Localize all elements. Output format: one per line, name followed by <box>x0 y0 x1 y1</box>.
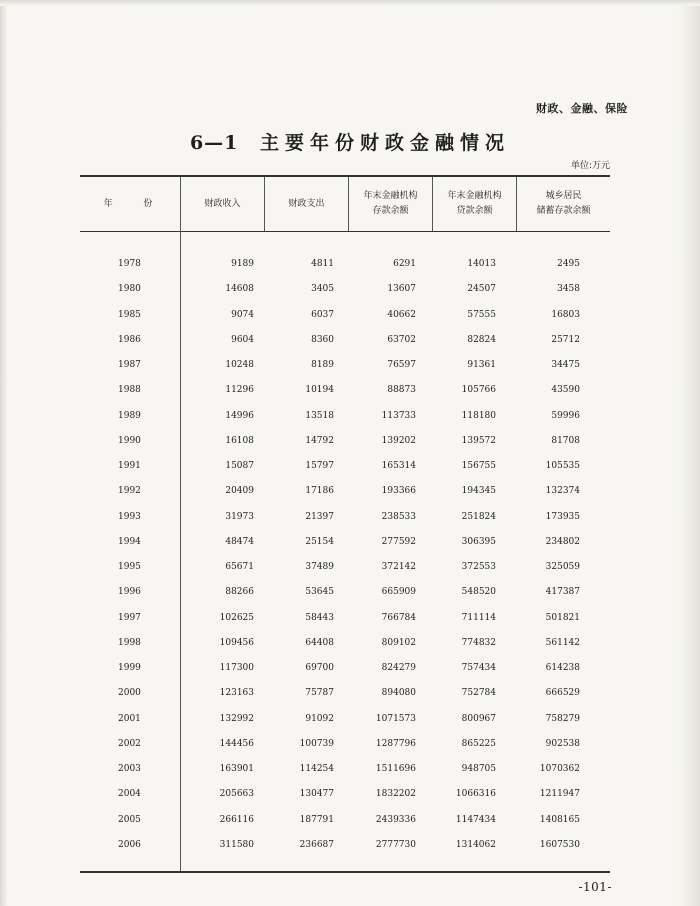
cell-year: 1989 <box>118 411 141 421</box>
cell-year: 1993 <box>118 512 141 522</box>
cell-revenue: 65671 <box>225 562 254 572</box>
cell-year: 1990 <box>118 436 141 446</box>
cell-loans: 1147434 <box>455 815 496 825</box>
cell-savings: 758279 <box>545 714 580 724</box>
cell-expenditure: 236687 <box>299 840 334 850</box>
cell-savings: 1070362 <box>539 764 580 774</box>
cell-deposits: 766784 <box>381 613 416 623</box>
header-savings-line-1: 城乡居民 <box>545 191 582 201</box>
cell-year: 1986 <box>118 335 141 345</box>
header-loan-line-1: 年末金融机构 <box>447 191 502 201</box>
cell-loans: 82824 <box>467 335 496 345</box>
cell-year: 1985 <box>118 310 141 320</box>
cell-revenue: 311580 <box>219 840 254 850</box>
cell-loans: 118180 <box>461 411 496 421</box>
table-title-text: 主要年份财政金融情况 <box>260 132 511 154</box>
cell-expenditure: 21397 <box>305 512 334 522</box>
cell-year: 2004 <box>118 789 141 799</box>
cell-loans: 156755 <box>461 461 496 471</box>
cell-loans: 711114 <box>461 613 496 623</box>
cell-savings: 1408165 <box>539 815 580 825</box>
cell-loans: 14013 <box>467 259 496 269</box>
unit-label: 单位:万元 <box>570 161 610 171</box>
cell-year: 2000 <box>118 688 141 698</box>
cell-expenditure: 130477 <box>299 789 334 799</box>
cell-expenditure: 10194 <box>305 385 334 395</box>
cell-loans: 757434 <box>461 663 496 673</box>
cell-deposits: 894080 <box>381 688 416 698</box>
cell-expenditure: 100739 <box>299 739 334 749</box>
cell-revenue: 10248 <box>225 360 254 370</box>
cell-deposits: 113733 <box>381 411 416 421</box>
cell-savings: 666529 <box>545 688 580 698</box>
cell-deposits: 63702 <box>387 335 416 345</box>
cell-savings: 16803 <box>551 310 580 320</box>
cell-deposits: 88873 <box>387 385 416 395</box>
cell-year: 2006 <box>118 840 141 850</box>
cell-expenditure: 8189 <box>311 360 334 370</box>
cell-revenue: 117300 <box>219 663 254 673</box>
cell-savings: 234802 <box>545 537 580 547</box>
cell-year: 1994 <box>118 537 141 547</box>
cell-loans: 774832 <box>461 638 496 648</box>
cell-deposits: 40662 <box>387 310 416 320</box>
cell-expenditure: 64408 <box>305 638 334 648</box>
cell-savings: 614238 <box>545 663 580 673</box>
cell-year: 2003 <box>118 764 141 774</box>
cell-loans: 139572 <box>461 436 496 446</box>
cell-savings: 43590 <box>551 385 580 395</box>
cell-loans: 91361 <box>467 360 496 370</box>
cell-loans: 800967 <box>461 714 496 724</box>
cell-revenue: 205663 <box>219 789 254 799</box>
cell-loans: 105766 <box>461 385 496 395</box>
cell-deposits: 1071573 <box>375 714 416 724</box>
cell-savings: 59996 <box>551 411 580 421</box>
cell-deposits: 76597 <box>387 360 416 370</box>
cell-expenditure: 75787 <box>305 688 334 698</box>
cell-revenue: 11296 <box>225 385 254 395</box>
cell-year: 1987 <box>118 360 141 370</box>
cell-deposits: 824279 <box>381 663 416 673</box>
cell-deposits: 277592 <box>381 537 416 547</box>
cell-savings: 25712 <box>551 335 580 345</box>
cell-revenue: 132992 <box>219 714 254 724</box>
cell-deposits: 2439336 <box>375 815 416 825</box>
cell-deposits: 193366 <box>381 486 416 496</box>
cell-deposits: 13607 <box>387 284 416 294</box>
cell-deposits: 238533 <box>381 512 416 522</box>
cell-expenditure: 6037 <box>311 310 334 320</box>
cell-savings: 417387 <box>545 587 580 597</box>
cell-loans: 548520 <box>461 587 496 597</box>
cell-year: 1991 <box>118 461 141 471</box>
table-number: 6—1 <box>189 132 239 154</box>
cell-savings: 1607530 <box>539 840 580 850</box>
cell-year: 2001 <box>118 714 141 724</box>
section-label: 财政、金融、保险 <box>536 102 628 115</box>
cell-deposits: 665909 <box>381 587 416 597</box>
cell-revenue: 20409 <box>225 486 254 496</box>
cell-savings: 561142 <box>545 638 580 648</box>
cell-loans: 1066316 <box>455 789 496 799</box>
cell-expenditure: 3405 <box>311 284 334 294</box>
cell-expenditure: 187791 <box>299 815 334 825</box>
cell-revenue: 15087 <box>225 461 254 471</box>
cell-deposits: 372142 <box>381 562 416 572</box>
cell-expenditure: 15797 <box>305 461 334 471</box>
cell-expenditure: 53645 <box>305 587 334 597</box>
cell-year: 2002 <box>118 739 141 749</box>
cell-savings: 3458 <box>557 284 580 294</box>
cell-deposits: 809102 <box>381 638 416 648</box>
cell-expenditure: 25154 <box>305 537 334 547</box>
cell-savings: 81708 <box>551 436 580 446</box>
cell-savings: 132374 <box>545 486 580 496</box>
cell-loans: 251824 <box>461 512 496 522</box>
cell-loans: 24507 <box>467 284 496 294</box>
cell-year: 1997 <box>118 613 141 623</box>
cell-savings: 105535 <box>545 461 580 471</box>
header-fiscal-expenditure-text: 财政支出 <box>288 198 325 209</box>
cell-revenue: 9604 <box>231 335 254 345</box>
cell-savings: 173935 <box>545 512 580 522</box>
cell-year: 1978 <box>118 259 141 269</box>
cell-loans: 752784 <box>461 688 496 698</box>
cell-deposits: 1832202 <box>375 789 416 799</box>
cell-expenditure: 114254 <box>299 764 334 774</box>
cell-year: 2005 <box>118 815 141 825</box>
cell-year: 1998 <box>118 638 141 648</box>
cell-revenue: 109456 <box>219 638 254 648</box>
cell-expenditure: 4811 <box>311 259 334 269</box>
header-fiscal-revenue-text: 财政收入 <box>204 198 241 209</box>
cell-expenditure: 58443 <box>305 613 334 623</box>
cell-year: 1980 <box>118 284 141 294</box>
cell-loans: 194345 <box>461 486 496 496</box>
header-savings-line-2: 储蓄存款余额 <box>536 206 591 216</box>
cell-deposits: 2777730 <box>375 840 416 850</box>
cell-loans: 306395 <box>461 537 496 547</box>
header-loan-line-2: 贷款余额 <box>456 206 493 216</box>
cell-deposits: 165314 <box>381 461 416 471</box>
cell-loans: 1314062 <box>455 840 496 850</box>
cell-deposits: 1287796 <box>375 739 416 749</box>
cell-revenue: 9189 <box>231 259 254 269</box>
cell-expenditure: 14792 <box>305 436 334 446</box>
header-deposit-line-1: 年末金融机构 <box>363 191 418 201</box>
cell-savings: 325059 <box>545 562 580 572</box>
header-deposit-line-2: 存款余额 <box>372 206 409 216</box>
cell-revenue: 88266 <box>225 587 254 597</box>
cell-revenue: 48474 <box>225 537 254 547</box>
header-year-text: 年 份 <box>103 198 167 209</box>
cell-year: 1988 <box>118 385 141 395</box>
cell-expenditure: 13518 <box>305 411 334 421</box>
cell-revenue: 31973 <box>225 512 254 522</box>
cell-deposits: 1511696 <box>375 764 416 774</box>
cell-expenditure: 69700 <box>305 663 334 673</box>
cell-expenditure: 37489 <box>305 562 334 572</box>
cell-loans: 57555 <box>467 310 496 320</box>
cell-deposits: 6291 <box>393 259 416 269</box>
cell-loans: 372553 <box>461 562 496 572</box>
cell-revenue: 163901 <box>219 764 254 774</box>
cell-savings: 902538 <box>545 739 580 749</box>
cell-savings: 2495 <box>557 259 580 269</box>
cell-revenue: 266116 <box>219 815 254 825</box>
cell-savings: 1211947 <box>539 789 580 799</box>
cell-year: 1995 <box>118 562 141 572</box>
cell-year: 1999 <box>118 663 141 673</box>
cell-revenue: 16108 <box>225 436 254 446</box>
cell-year: 1996 <box>118 587 141 597</box>
cell-revenue: 123163 <box>219 688 254 698</box>
cell-deposits: 139202 <box>381 436 416 446</box>
cell-expenditure: 8360 <box>311 335 334 345</box>
cell-expenditure: 17186 <box>305 486 334 496</box>
cell-revenue: 144456 <box>219 739 254 749</box>
cell-revenue: 14608 <box>225 284 254 294</box>
cell-revenue: 102625 <box>219 613 254 623</box>
cell-loans: 865225 <box>461 739 496 749</box>
cell-expenditure: 91092 <box>305 714 334 724</box>
cell-savings: 501821 <box>545 613 580 623</box>
cell-savings: 34475 <box>551 360 580 370</box>
cell-year: 1992 <box>118 486 141 496</box>
page-number: -101- <box>578 880 612 894</box>
cell-revenue: 9074 <box>231 310 254 320</box>
cell-loans: 948705 <box>461 764 496 774</box>
cell-revenue: 14996 <box>225 411 254 421</box>
